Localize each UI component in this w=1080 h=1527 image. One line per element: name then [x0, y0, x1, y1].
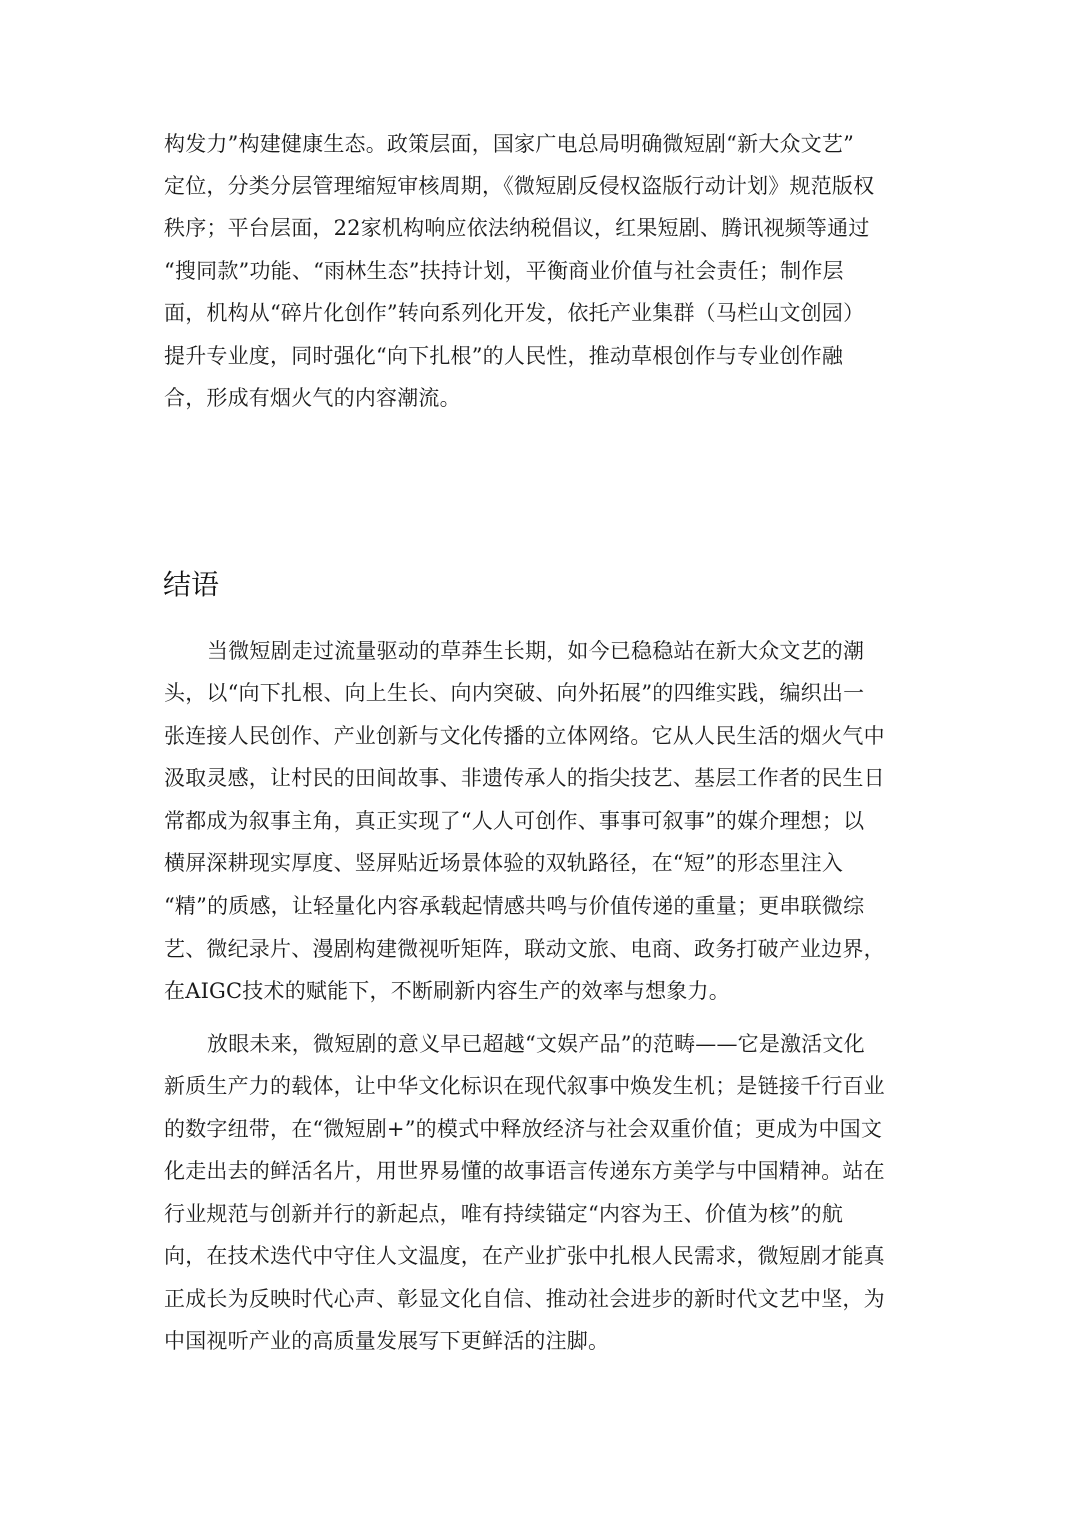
text-line: 头，以“向下扎根、向上生长、向内突破、向外拓展”的四维实践，编织出一	[164, 681, 865, 705]
text-line: 在AIGC技术的赋能下，不断刷新内容生产的效率与想象力。	[164, 979, 730, 1003]
text-line: 化走出去的鲜活名片，用世界易懂的故事语言传递东方美学与中国精神。站在	[164, 1159, 885, 1183]
text-line: 面，机构从“碎片化创作”转向系列化开发，依托产业集群（马栏山文创园）	[164, 301, 865, 325]
text-line: 秩序；平台层面，22家机构响应依法纳税倡议，红果短剧、腾讯视频等通过	[164, 216, 870, 240]
text-line: 正成长为反映时代心声、彰显文化自信、推动社会进步的新时代文艺中坚，为	[164, 1287, 885, 1311]
text-line: 向，在技术迭代中守住人文温度，在产业扩张中扎根人民需求，微短剧才能真	[164, 1244, 885, 1268]
text-line: “精”的质感，让轻量化内容承载起情感共鸣与价值传递的重量；更串联微综	[164, 894, 865, 918]
text-line: 汲取灵感，让村民的田间故事、非遗传承人的指尖技艺、基层工作者的民生日	[164, 766, 885, 790]
text-line: “搜同款”功能、“雨林生态”扶持计划，平衡商业价值与社会责任；制作层	[164, 259, 844, 283]
text-line: 横屏深耕现实厚度、竖屏贴近场景体验的双轨路径，在“短”的形态里注入	[164, 851, 844, 875]
text-line: 构发力”构建健康生态。政策层面，国家广电总局明确微短剧“新大众文艺”	[164, 132, 855, 156]
text-line: 新质生产力的载体，让中华文化标识在现代叙事中焕发生机；是链接千行百业	[164, 1074, 885, 1098]
section-heading: 结语	[163, 568, 220, 601]
text-line: 行业规范与创新并行的新起点，唯有持续锚定“内容为王、价值为核”的航	[164, 1202, 844, 1226]
text-line: 放眼未来，微短剧的意义早已超越“文娱产品”的范畴——它是激活文化	[207, 1032, 865, 1056]
text-line: 中国视听产业的高质量发展写下更鲜活的注脚。	[164, 1329, 610, 1353]
text-line: 定位，分类分层管理缩短审核周期，《微短剧反侵权盗版行动计划》规范版权	[164, 174, 875, 198]
text-line: 常都成为叙事主角，真正实现了“人人可创作、事事可叙事”的媒介理想；以	[164, 809, 865, 833]
text-line: 张连接人民创作、产业创新与文化传播的立体网络。它从人民生活的烟火气中	[164, 724, 885, 748]
text-line: 的数字纽带，在“微短剧+”的模式中释放经济与社会双重价值；更成为中国文	[164, 1117, 883, 1141]
text-line: 合，形成有烟火气的内容潮流。	[164, 386, 461, 410]
text-line: 艺、微纪录片、漫剧构建微视听矩阵，联动文旅、电商、政务打破产业边界，	[164, 937, 885, 961]
text-line: 提升专业度，同时强化“向下扎根”的人民性，推动草根创作与专业创作融	[164, 344, 844, 368]
text-line: 当微短剧走过流量驱动的草莽生长期，如今已稳稳站在新大众文艺的潮	[207, 639, 865, 663]
